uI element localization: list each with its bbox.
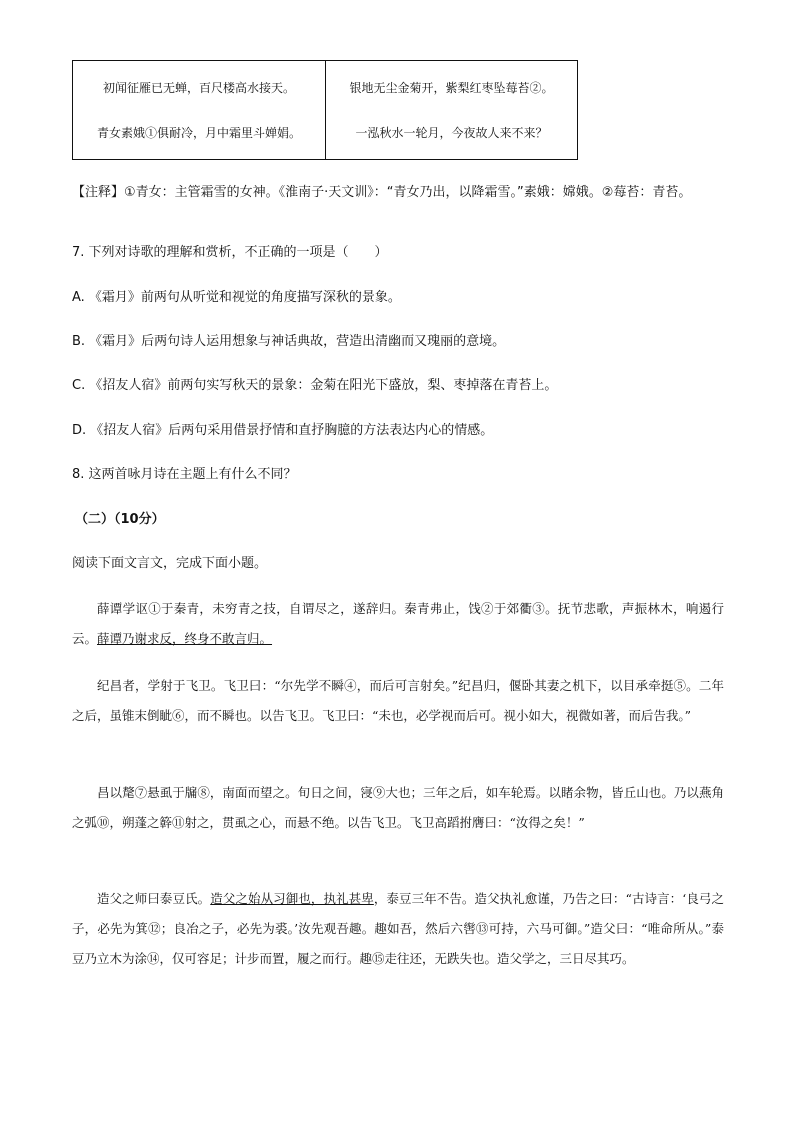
section-2-title: （二）（10分）	[75, 512, 165, 527]
question-7-stem: 7. 下列对诗歌的理解和赏析，不正确的一项是（ ）	[72, 245, 388, 260]
poem-line: 一泓秋水一轮月，今夜故人来不来？	[355, 126, 548, 140]
passage-text: 造父之师曰泰豆氏。	[97, 891, 211, 906]
question-7-option-d: D. 《招友人宿》后两句采用借景抒情和直抒胸臆的方法表达内心的情感。	[72, 423, 494, 438]
question-7-option-c: C. 《招友人宿》前两句实写秋天的景象：金菊在阳光下盛放，梨、枣掉落在青苔上。	[72, 378, 558, 393]
passage-text: 薛谭学讴①于秦青，未穷青之技，自谓尽之，遂辞归。秦青弗止，饯②于郊衢③。抚节悲歌，声振林木，响遏行云。	[72, 601, 724, 646]
question-7-option-a: A. 《霜月》前两句从听觉和视觉的角度描写深秋的景象。	[72, 290, 401, 305]
passage-paragraph-2: 纪昌者，学射于飞卫。飞卫曰：“尔先学不瞬④，而后可言射矣。”纪昌归，偃卧其妻之机下，以目承牵挺⑤。二年之后，虽锥末倒眦⑥，而不瞬也。以告飞卫。飞卫曰：“未也，必学视而后可。视小如大，视微如著，而后告我。”	[72, 678, 724, 723]
poem-frost-moon	[73, 61, 325, 159]
poem-line: 初闻征雁已无蝉，百尺楼高水接天。	[102, 81, 295, 95]
poem-line: 青女素娥①俱耐冷，月中霜里斗婵娟。	[96, 126, 301, 140]
section-2-instruction: 阅读下面文言文，完成下面小题。	[72, 556, 268, 571]
poem-invite-friend	[325, 61, 577, 159]
passage-paragraph-3: 昌以氂⑦悬虱于牖⑧，南面而望之。旬日之间，寖⑨大也；三年之后，如车轮焉。以睹余物，皆丘山也。乃以燕角之弧⑩，朔蓬之簳⑪射之，贯虱之心，而悬不绝。以告飞卫。飞卫高蹈拊膺曰：“汝得之矣！”	[72, 785, 724, 830]
question-8: 8. 这两首咏月诗在主题上有什么不同？	[72, 467, 297, 482]
passage-text: ，泰豆三年不告。造父执礼愈谨，乃告之曰：“古诗言：‘良弓之子，必先为箕⑫；良冶之子，必先为裘。’汝先观吾趣。趣如吾，然后六辔⑬可持，六马可御。”造父曰：“唯命所从。”泰豆乃立木为涂⑭，仅可容足；计步而置，履之而行。趣⑮走往还，无跌失也。造父学之，三日尽其巧。	[72, 891, 724, 966]
underlined-sentence: 薛谭乃谢求反，终身不敢言归。	[97, 631, 273, 646]
annotation-note: 【注释】①青女：主管霜雪的女神。《淮南子·天文训》：“青女乃出，以降霜雪。”素娥：嫦娥。②莓苔：青苔。	[72, 185, 692, 200]
passage-paragraph-1	[72, 594, 724, 654]
poem-line: 银地无尘金菊开，紫梨红枣坠莓苔②。	[349, 81, 554, 95]
passage-paragraph-4	[72, 884, 724, 974]
question-7-option-b: B. 《霜月》后两句诗人运用想象与神话典故，营造出清幽而又瑰丽的意境。	[72, 334, 506, 349]
underlined-sentence: 造父之始从习御也，执礼甚卑	[210, 891, 374, 906]
poem-table	[72, 60, 578, 160]
